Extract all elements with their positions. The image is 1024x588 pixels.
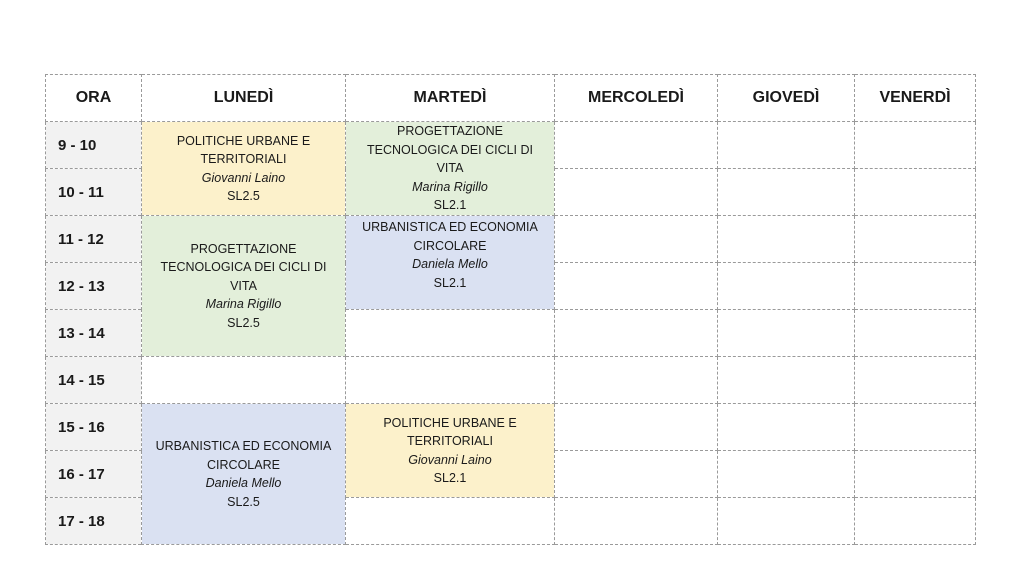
- course-block: [346, 404, 555, 498]
- empty-cell: [555, 169, 718, 216]
- table-row: [46, 216, 976, 263]
- time-slot: 10 - 11: [46, 169, 142, 216]
- empty-cell: [555, 451, 718, 498]
- header-monday: LUNEDÌ: [142, 75, 346, 122]
- empty-cell: [346, 357, 555, 404]
- course-title: POLITICHE URBANE E TERRITORIALI: [383, 415, 517, 448]
- course-block: [142, 404, 346, 545]
- course-professor: Marina Rigillo: [412, 179, 488, 194]
- empty-cell: [718, 498, 855, 545]
- header-time: ORA: [46, 75, 142, 122]
- course-professor: Daniela Mello: [412, 257, 488, 271]
- empty-cell: [555, 357, 718, 404]
- course-room: SL2.1: [433, 198, 467, 213]
- course-block: [142, 122, 346, 216]
- time-slot: 16 - 17: [46, 451, 142, 498]
- time-slot: 9 - 10: [46, 122, 142, 169]
- course-room: SL2.1: [433, 471, 467, 485]
- empty-cell: [855, 404, 976, 451]
- course-professor: Giovanni Laino: [201, 170, 286, 185]
- course-professor: Daniela Mello: [205, 476, 282, 490]
- time-slot: 14 - 15: [46, 357, 142, 404]
- empty-cell: [855, 263, 976, 310]
- time-slot: 13 - 14: [46, 310, 142, 357]
- time-slot: 12 - 13: [46, 263, 142, 310]
- empty-cell: [555, 498, 718, 545]
- empty-cell: [855, 498, 976, 545]
- header-thursday: GIOVEDÌ: [718, 75, 855, 122]
- time-slot: 17 - 18: [46, 498, 142, 545]
- course-block: [142, 216, 346, 357]
- header-tuesday: MARTEDÌ: [346, 75, 555, 122]
- course-title: POLITICHE URBANE E TERRITORIALI: [176, 133, 311, 166]
- empty-cell: [555, 216, 718, 263]
- empty-cell: [555, 404, 718, 451]
- empty-cell: [855, 169, 976, 216]
- empty-cell: [718, 169, 855, 216]
- header-row: [46, 75, 976, 122]
- table-row: [46, 357, 976, 404]
- course-title: PROGETTAZIONE TECNOLOGICA DEI CICLI DI VITA: [160, 241, 327, 293]
- empty-cell: [718, 263, 855, 310]
- header-friday: VENERDÌ: [855, 75, 976, 122]
- course-room: SL2.5: [227, 189, 260, 203]
- empty-cell: [555, 263, 718, 310]
- time-slot: 11 - 12: [46, 216, 142, 263]
- course-professor: Giovanni Laino: [408, 452, 492, 467]
- empty-cell: [718, 310, 855, 357]
- empty-cell: [855, 216, 976, 263]
- time-slot: 15 - 16: [46, 404, 142, 451]
- course-block: [346, 216, 555, 310]
- empty-cell: [718, 216, 855, 263]
- empty-cell: [346, 310, 555, 357]
- empty-cell: [718, 357, 855, 404]
- course-block: [346, 122, 555, 216]
- empty-cell: [555, 122, 718, 169]
- empty-cell: [718, 122, 855, 169]
- empty-cell: [855, 122, 976, 169]
- course-title: URBANISTICA ED ECONOMIA CIRCOLARE: [362, 220, 538, 253]
- table-row: [46, 404, 976, 451]
- header-wednesday: MERCOLEDÌ: [555, 75, 718, 122]
- empty-cell: [555, 310, 718, 357]
- empty-cell: [346, 498, 555, 545]
- empty-cell: [718, 404, 855, 451]
- course-professor: Marina Rigillo: [205, 297, 282, 312]
- table-row: [46, 122, 976, 169]
- course-title: URBANISTICA ED ECONOMIA CIRCOLARE: [155, 439, 332, 472]
- course-title: PROGETTAZIONE TECNOLOGICA DEI CICLI DI VITA: [366, 124, 533, 176]
- empty-cell: [855, 451, 976, 498]
- course-room: SL2.5: [227, 494, 260, 509]
- empty-cell: [855, 357, 976, 404]
- course-room: SL2.1: [433, 275, 467, 290]
- empty-cell: [718, 451, 855, 498]
- empty-cell: [142, 357, 346, 404]
- course-room: SL2.5: [227, 315, 260, 330]
- empty-cell: [855, 310, 976, 357]
- weekly-timetable: [45, 74, 976, 545]
